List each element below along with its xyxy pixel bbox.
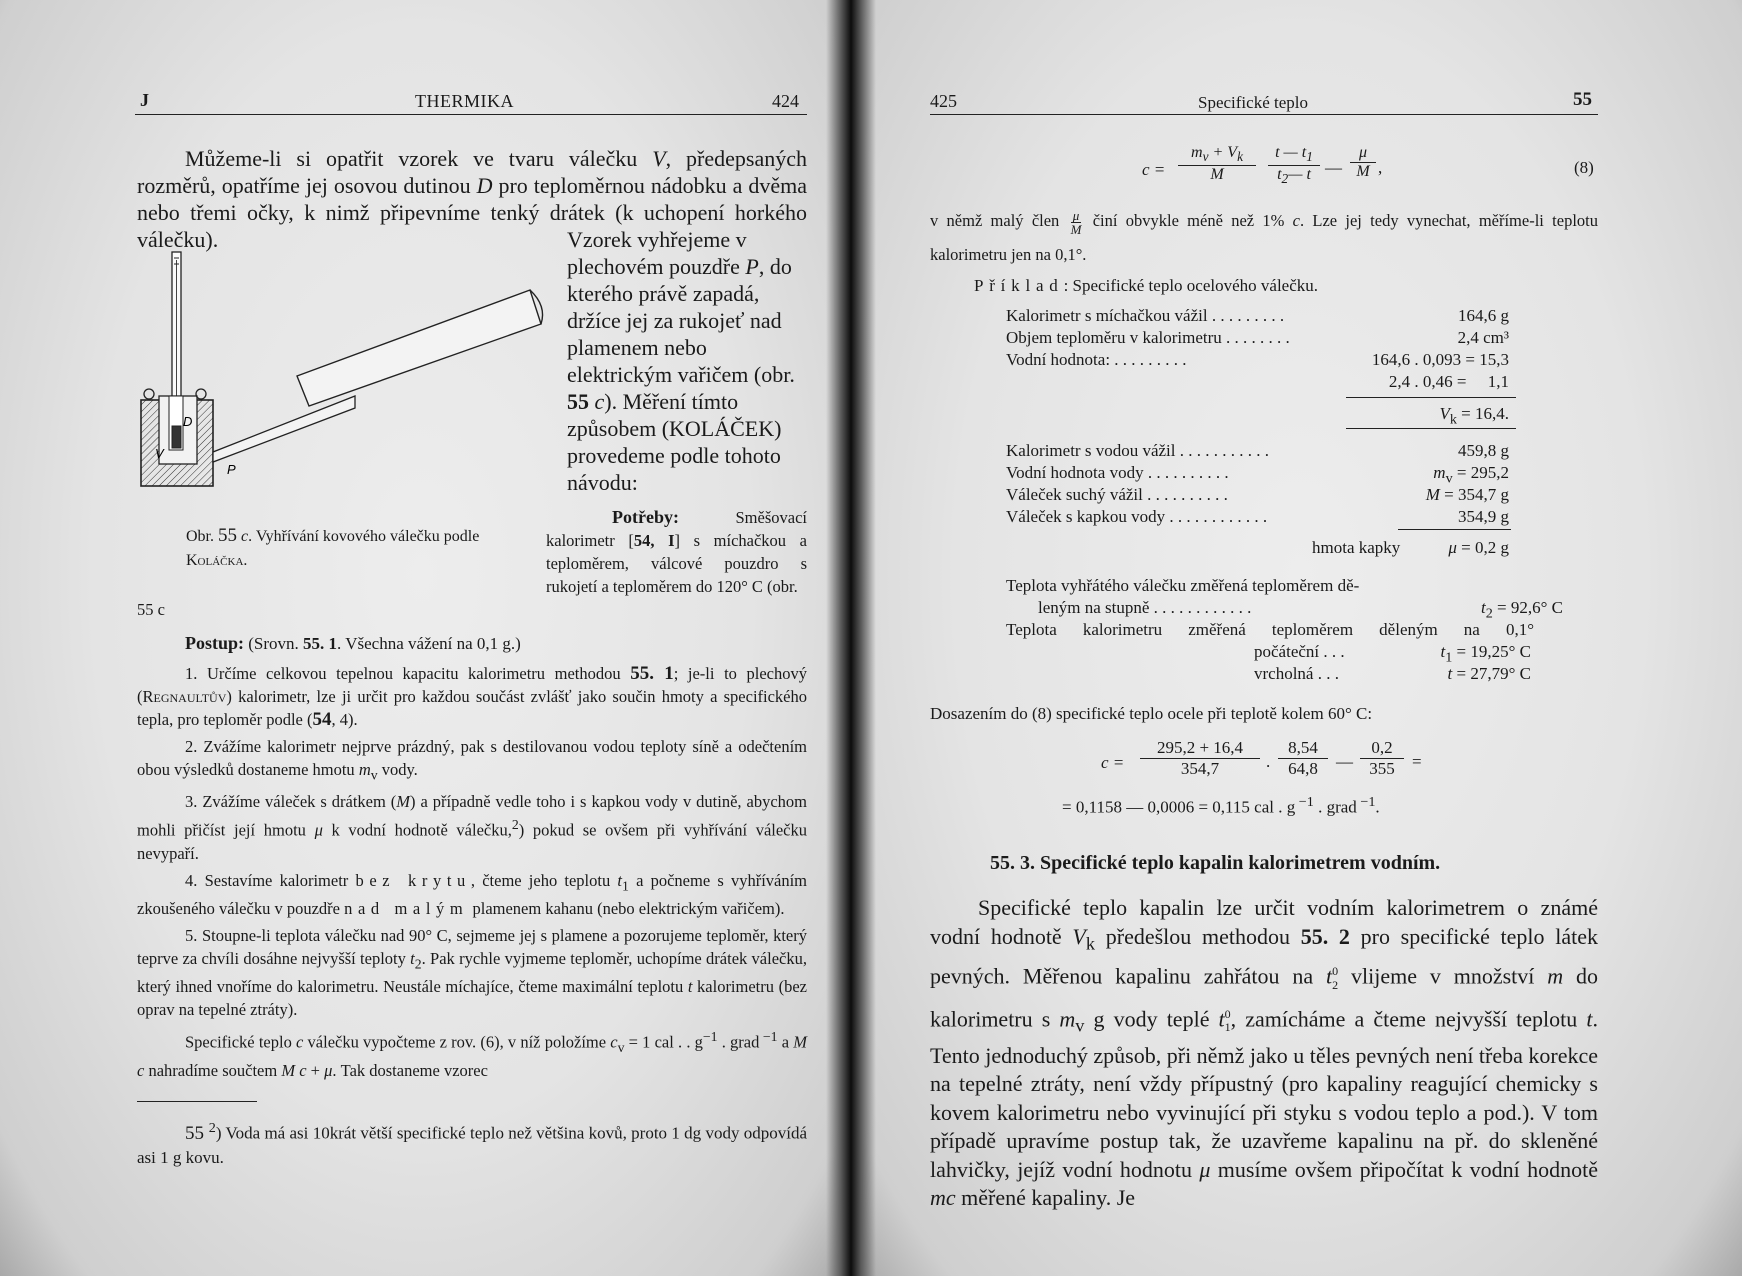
formula8-number: (8) (1574, 158, 1594, 177)
label-d: D (183, 414, 193, 429)
formula8-tail: , (1378, 158, 1383, 177)
label-p: P (227, 462, 236, 477)
formula8-fraction-3: $\frac{\mu}{M}$ (1350, 144, 1376, 181)
step-5: 5. Stoupne-li teplota válečku nad 90° C, sejmeme jej s plamene a pozorujeme teploměr, který teprve za chvíli dosáhne nejvyšší teploty $t_2$. Pak rychle vyjmeme teploměr, uchopíme drátek válečku, který ihned vnoříme do kalorimetru. Neustále míchajíce, čteme maximální teplotu t kalorimetru (bez oprav na tepelné ztráty). (137, 926, 807, 1020)
chapter-marker: J (140, 90, 149, 110)
formula8-fraction-2: $\frac{t — t_1}{t_2— t}$ (1268, 144, 1320, 187)
row-drop-mass: hmota kapky μ = 0,2 g (1312, 538, 1509, 557)
footnote: 55 $^2$) Voda má asi 10krát větší specifické teplo než většina kovů, proto 1 dg vody odpovídá asi 1 g kovu. (137, 1120, 808, 1167)
sum-rule-1 (1346, 397, 1516, 398)
temp-heading-1: Teplota vyhřátého válečku změřená teploměrem dě- (1006, 576, 1360, 595)
temp-t1: počáteční . . . $t_1 = 19,25^\circ$ C (1254, 642, 1531, 666)
intro-paragraph: Můžeme-li si opatřit vzorek ve tvaru válečku V, předepsaných rozměrů, opatříme jej osovou dutinou D pro teploměrnou nádobku a dvěma nebo třemi očky, k nimž připevníme tenký drátek (k uchopení horkého válečku). (137, 146, 807, 252)
sum-rule-2 (1346, 428, 1516, 429)
formula8-fraction-1: $\frac{m_v + V_k}{M}$ (1178, 144, 1256, 184)
calc-fraction-3: $\frac{0,2}{355}$ (1360, 738, 1404, 779)
row-water-value: Vodní hodnota: . . . . . . . . . 164,6 . 0,093 = 15,3 (1006, 350, 1509, 369)
eyelet-right (196, 389, 206, 399)
left-page (0, 0, 844, 1276)
example-heading: Příklad: Specifické teplo ocelového válečku. (974, 276, 1319, 295)
section-title: 55. 3. Specifické teplo kapalin kalorimetrem vodním. (990, 852, 1441, 874)
formula8-lhs: c = (1142, 160, 1166, 179)
calc-minus: — (1336, 752, 1353, 771)
page-number: 424 (772, 91, 799, 111)
handle-rod (213, 396, 355, 462)
row-thermometer-volume: Objem teploměru v kalorimetru . . . . . . . . 2,4 cm³ (1006, 328, 1509, 347)
calc-lhs: c = (1101, 753, 1125, 772)
figure-caption: Obr. 55 c. Vyhřívání kovového válečku podle Koláčka. (186, 525, 480, 569)
right-header-rule (930, 114, 1598, 115)
step-3: 3. Zvážíme váleček s drátkem (M) a případně vedle toho i s kapkou vody v dutině, abychom mohli přičíst její hmotu μ k vodní hodnotě válečku,$^2$) pokud se ovšem při vyhřívání válečku nevypaří. (137, 792, 807, 863)
step-4: 4. Sestavíme kalorimetr bez krytu, čteme jeho teplotu $t_1$ a počneme s vyhříváním zkoušeného válečku v pouzdře nad malým plamenem kahanu (nebo elektrickým vařičem). (137, 870, 808, 919)
row-cylinder-dry: Váleček suchý vážil . . . . . . . . . . M = 354,7 g (1006, 485, 1509, 504)
handle-grip (297, 290, 541, 406)
calc-fraction-1: $\frac{295,2 + 16,4}{354,7}$ (1140, 738, 1260, 779)
row-cylinder-drop: Váleček s kapkou vody . . . . . . . . . . . . 354,9 g (1006, 507, 1509, 526)
footnote-rule (137, 1101, 257, 1102)
step-1: 1. Určíme celkovou tepelnou kapacitu kalorimetru methodou 55. 1; je-li to plechový (Regnaultův) kalorimetr, lze ji určit pro každou součást zvlášť jako součin hmoty a specifického tepla, pro teploměr podle (54, 4). (137, 663, 807, 730)
intro-right-column: Vzorek vyhřejeme v plechovém pouzdře P, do kterého právě zapadá, držíce jej za rukojeť nad plamenem nebo elektrickým vařičem (obr. 55 c). Měření tímto způsobem (KOLÁČEK) provedeme podle tohoto návodu: (567, 227, 795, 495)
needs-paragraph: Potřeby: Směšovací kalorimetr [54, I] s míchačkou a teploměrem, válcové pouzdro s rukojetí a teploměrem do 120° C (obr. (546, 507, 808, 596)
label-v: V (155, 446, 164, 461)
running-title: THERMIKA (415, 91, 514, 111)
row-water-value-2: 2,4 . 0,46 = 1,1 (1388, 372, 1509, 391)
step-formula-intro: Specifické teplo c válečku vypočteme z rov. (6), v níž položíme $c_v = 1$ cal . . $g^{-1}$ . grad $^{-1}$ a M c nahradíme součtem M c + μ. Tak dostaneme vzorec (137, 1029, 807, 1081)
row-calorimeter-stirrer: Kalorimetr s míchačkou vážil . . . . . . . . . 164,6 g (1006, 306, 1509, 325)
procedure-steps (137, 662, 807, 1086)
calc-equals: = (1412, 752, 1422, 771)
figure-kolacek-apparatus (135, 248, 555, 498)
right-page-number: 425 (930, 91, 957, 111)
calc-fraction-2: $\frac{8,54}{64,8}$ (1278, 738, 1328, 779)
section-page-ref: 55 (1573, 89, 1592, 110)
eyelet-left (144, 389, 154, 399)
needs-continued: 55 c (137, 600, 165, 619)
temp-heading-2: Teplota kalorimetru změřená teploměrem děleným na 0,1° (1006, 620, 1534, 639)
temp-t2: leným na stupně . . . . . . . . . . . . $t_2 = 92,6^\circ$ C (1038, 598, 1563, 622)
calc-dot: . (1266, 752, 1271, 771)
step-2: 2. Zvážíme kalorimetr nejprve prázdný, pak s destilovanou vodou teploty síně a odečtením obou výsledků dostaneme hmotu $m_v$ vody. (137, 737, 807, 783)
row-vk-total: $V_k = 16,4$. (1439, 404, 1509, 428)
formula8-minus: — (1325, 158, 1342, 177)
section-body: Specifické teplo kapalin lze určit vodním kalorimetrem o známé vodní hodnotě $V_k$ předešlou methodou 55. 2 pro specifické teplo látek pevných. Měřenou kapalinu zahřátou na $t^0_2$ vlijeme v množství m do kalorimetru s $m_v$ g vody teplé $t^0_1$, zamícháme a čteme nejvyšší teplotu t. Tento jednoduchý způsob, při němž jako u těles pevných není třeba korekce na tepelné ztráty, není vždy přípustný (pro kapaliny reagující chemicky s kovem kalorimetru nebo vyvinující při styku s vodou teplo a pod.). V tom případě upravíme postup tak, že uzavřeme kapalinu na př. do skleněné lahvičky, jejíž vodní hodnotu μ musíme ovšem připočítat k vodní hodnotě mc měřené kapaliny. Je (930, 895, 1599, 1211)
calc-result: = 0,1158 — 0,0006 = 0,115 cal . g $^{-1}$ . grad $^{-1}$. (1062, 794, 1380, 817)
right-running-title: Specifické teplo (1198, 93, 1308, 112)
row-water-value-mv: Vodní hodnota vody . . . . . . . . . . $m_v = 295,2$ (1006, 463, 1509, 487)
procedure-heading: Postup: (Srovn. 55. 1. Všechna vážení na 0,1 g.) (185, 633, 521, 653)
temp-t: vrcholná . . . t = 27,79° C (1254, 664, 1531, 683)
row-calorimeter-water: Kalorimetr s vodou vážil . . . . . . . . . . . 459,8 g (1006, 441, 1509, 460)
book-gutter (826, 0, 876, 1276)
sum-rule-3 (1398, 529, 1511, 530)
note-paragraph: v němž malý člen $\frac{\mu}{M}$ činí obvykle méně než 1% c. Lze jej tedy vynechat, měříme-li teplotu kalorimetru jen na 0,1°. (930, 207, 1598, 264)
substitution-line: Dosazením do (8) specifické teplo ocele při teplotě kolem 60° C: (930, 704, 1373, 723)
header-rule (135, 114, 807, 115)
